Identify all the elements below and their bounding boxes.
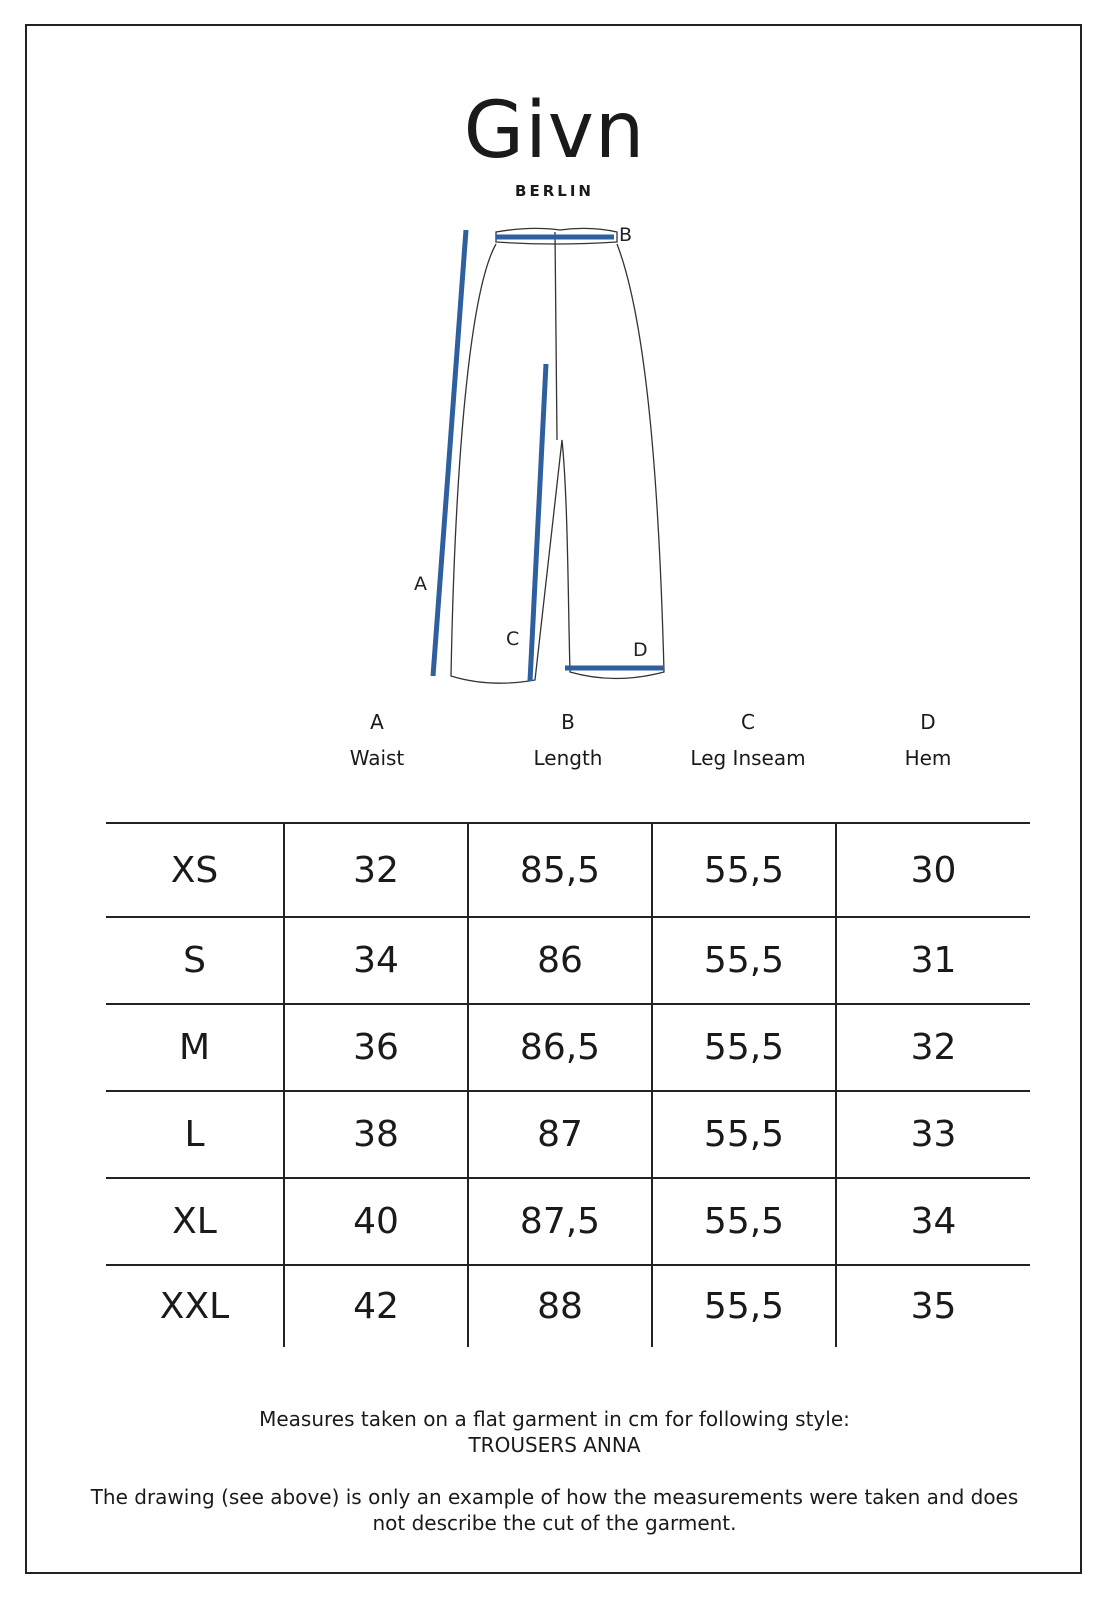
hem-cell: 32	[836, 1004, 1030, 1091]
col-head-letter-b: B	[561, 710, 575, 734]
length-cell: 87,5	[468, 1178, 652, 1265]
hem-cell: 34	[836, 1178, 1030, 1265]
size-cell: XXL	[159, 1286, 230, 1327]
length-cell: 86	[468, 917, 652, 1004]
col-head-name-hem: Hem	[904, 746, 952, 770]
measure-note: Measures taken on a flat garment in cm for following style:	[259, 1407, 850, 1431]
disclaimer-line-2: not describe the cut of the garment.	[372, 1511, 737, 1535]
waist-cell: 32	[284, 823, 468, 917]
table-row	[106, 1178, 1030, 1265]
hem-cell: 35	[836, 1265, 1030, 1347]
trousers-outline	[451, 228, 664, 683]
diagram-label-d: D	[633, 639, 648, 661]
inseam-cell: 55,5	[652, 1091, 836, 1178]
measure-line-c	[530, 364, 546, 681]
waist-cell: 36	[284, 1004, 468, 1091]
size-cell: XS	[106, 823, 284, 917]
table-row	[106, 823, 1030, 917]
table-row	[106, 1265, 1030, 1347]
measure-line-a	[433, 230, 466, 676]
col-head-letter-d: D	[920, 710, 936, 734]
hem-cell: 31	[836, 917, 1030, 1004]
brand-city: BERLIN	[515, 182, 594, 200]
diagram-label-a: A	[414, 573, 427, 595]
size-cell: XL	[106, 1178, 284, 1265]
hem-cell: 33	[836, 1091, 1030, 1178]
waist-cell: 40	[284, 1178, 468, 1265]
style-name: TROUSERS ANNA	[468, 1433, 641, 1457]
length-cell: 86,5	[468, 1004, 652, 1091]
col-head-letter-a: A	[370, 710, 384, 734]
col-head-name-length: Length	[533, 746, 603, 770]
diagram-label-b: B	[619, 224, 633, 246]
size-cell: L	[106, 1091, 284, 1178]
waist-cell: 42	[284, 1265, 468, 1347]
col-head-name-inseam: Leg Inseam	[690, 746, 806, 770]
length-cell: 88	[468, 1265, 652, 1347]
inseam-cell: 55,5	[652, 823, 836, 917]
inseam-cell: 55,5	[652, 917, 836, 1004]
col-head-letter-c: C	[741, 710, 755, 734]
table-row	[106, 917, 1030, 1004]
disclaimer-line-1: The drawing (see above) is only an example of how the measurements were taken and does	[90, 1485, 1019, 1509]
diagram-label-c: C	[506, 628, 520, 650]
waist-cell: 38	[284, 1091, 468, 1178]
hem-cell: 30	[836, 823, 1030, 917]
table-row	[106, 1004, 1030, 1091]
col-head-name-waist: Waist	[349, 746, 405, 770]
size-cell: S	[106, 917, 284, 1004]
brand-logo: Givn	[463, 86, 646, 176]
trousers-diagram	[0, 0, 1109, 700]
length-cell: 87	[468, 1091, 652, 1178]
size-cell: M	[106, 1004, 284, 1091]
waist-cell: 34	[284, 917, 468, 1004]
inseam-cell: 55,5	[652, 1004, 836, 1091]
inseam-cell: 55,5	[652, 1265, 836, 1347]
inseam-cell: 55,5	[652, 1178, 836, 1265]
table-row	[106, 1091, 1030, 1178]
length-cell: 85,5	[468, 823, 652, 917]
size-table	[106, 822, 1030, 1347]
